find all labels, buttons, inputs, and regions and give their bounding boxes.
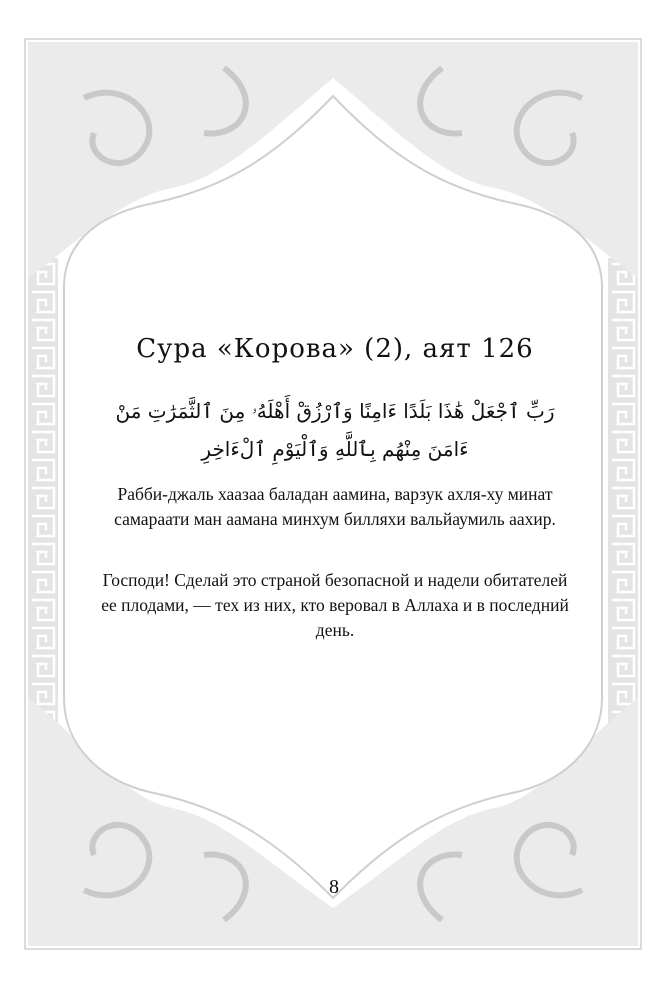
page-title: Сура «Корова» (2), аят 126 — [136, 334, 534, 364]
translation: Господи! Сделай это страной безопасной и надели обитателей ее плодами, — тех из них, кто веровал в Аллаха и в последний день. — [101, 570, 569, 640]
arabic-line: رَبِّ ٱجْعَلْ هَٰذَا بَلَدًا ءَامِنًا وَٱرْزُقْ أَهْلَهُۥ مِنَ ٱلثَّمَرَٰتِ مَنْ — [115, 399, 555, 423]
page-number: 8 — [329, 876, 339, 898]
arabic-verse — [100, 392, 570, 468]
arabic-line: ءَامَنَ مِنْهُم بِٱللَّهِ وَٱلْيَوْمِ ٱلْءَاخِرِ — [201, 437, 469, 461]
transliteration: Рабби-джаль хаазаа баладан аамина, варзук ахля-ху минат самараати ман аамана минхум билляхи вальйаумиль аахир. — [114, 484, 556, 529]
